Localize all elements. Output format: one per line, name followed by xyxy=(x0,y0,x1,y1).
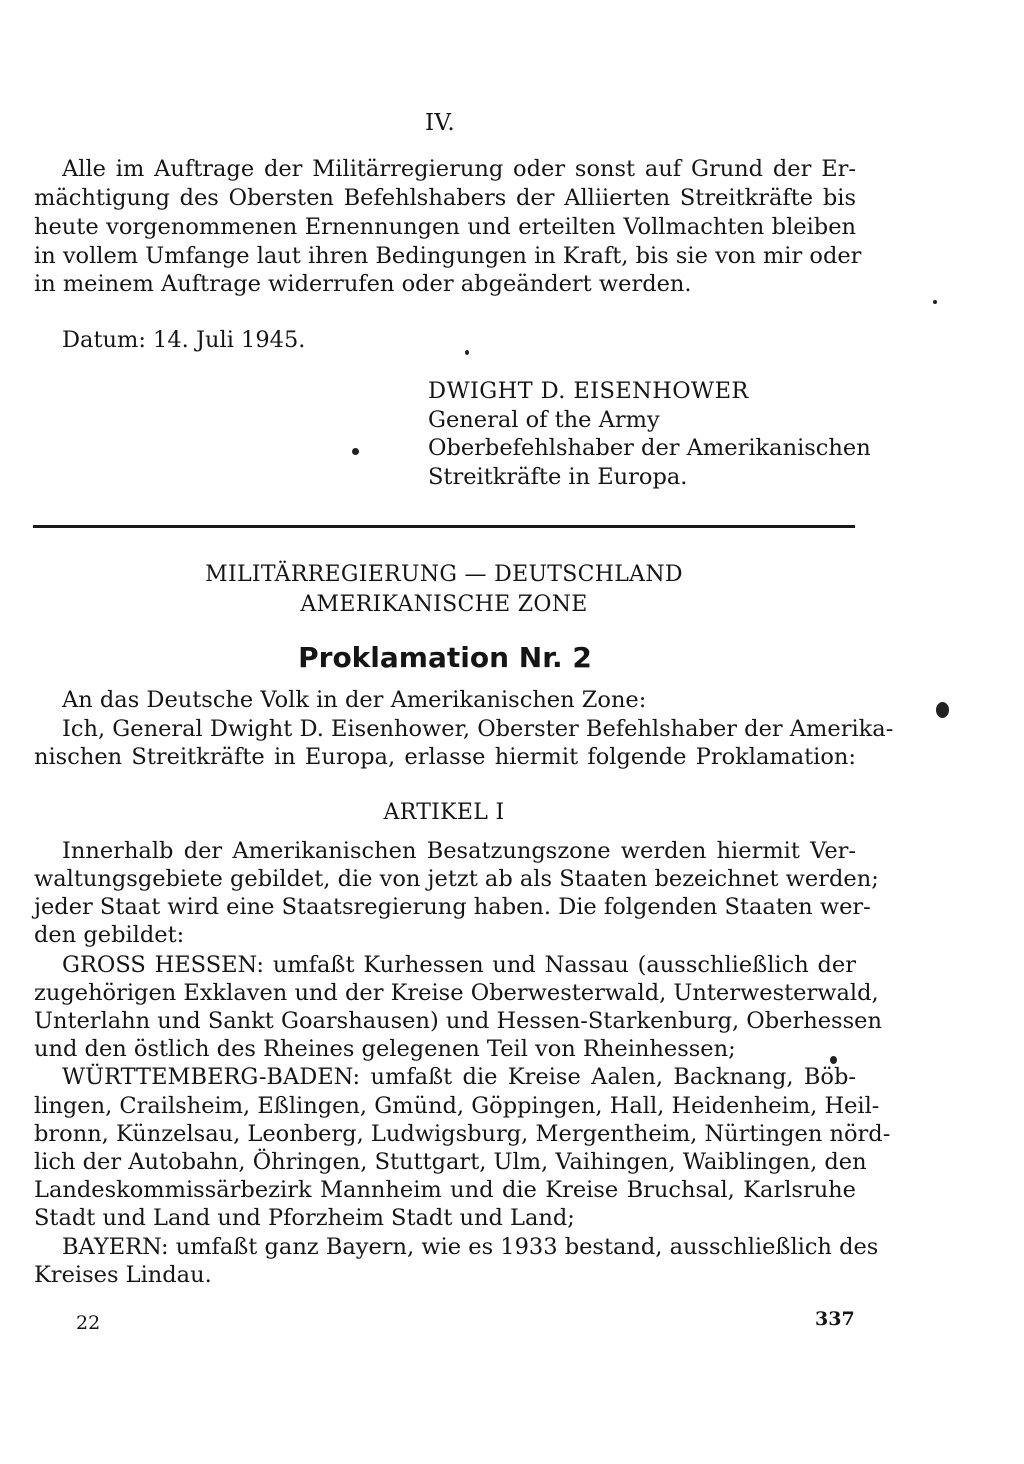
paragraph-line: heute vorgenommenen Ernennungen und erteilten Vollmachten bleiben xyxy=(34,214,856,240)
address-line: An das Deutsche Volk in der Amerikanischen Zone: xyxy=(62,687,647,713)
scan-speck xyxy=(936,702,949,718)
paragraph-line: mächtigung des Obersten Befehlshabers der Alliierten Streitkräfte bis xyxy=(34,185,856,211)
article-heading: ARTIKEL I xyxy=(383,800,505,825)
signatory-name: DWIGHT D. EISENHOWER xyxy=(428,378,749,404)
paragraph-line: Kreises Lindau. xyxy=(34,1262,212,1288)
paragraph-line: Ich, General Dwight D. Eisenhower, Oberster Befehlshaber der Amerika- xyxy=(62,716,894,742)
signature-mark: 22 xyxy=(76,1312,101,1334)
paragraph-line: GROSS HESSEN: umfaßt Kurhessen und Nassau (ausschließlich der xyxy=(62,952,856,978)
scan-speck xyxy=(465,350,469,355)
signatory-title: Oberbefehlshaber der Amerikanischen xyxy=(428,435,871,461)
paragraph-line: und den östlich des Rheines gelegenen Teil von Rheinhessen; xyxy=(34,1036,736,1062)
date-line: Datum: 14. Juli 1945. xyxy=(62,327,306,353)
paragraph-line: in vollem Umfange laut ihren Bedingungen in Kraft, bis sie von mir oder xyxy=(34,243,862,269)
proclamation-title: Proklamation Nr. 2 xyxy=(298,641,592,674)
paragraph-line: lingen, Crailsheim, Eßlingen, Gmünd, Göppingen, Hall, Heidenheim, Heil- xyxy=(34,1093,880,1119)
paragraph-line: Alle im Auftrage der Militärregierung oder sonst auf Grund der Er- xyxy=(62,156,856,182)
issuer-heading: MILITÄRREGIERUNG — DEUTSCHLAND xyxy=(205,562,683,587)
section-iv-numeral: IV. xyxy=(425,110,455,136)
scan-speck xyxy=(830,1056,837,1064)
paragraph-line: Innerhalb der Amerikanischen Besatzungszone werden hiermit Ver- xyxy=(62,838,856,864)
paragraph-line: lich der Autobahn, Öhringen, Stuttgart, Ulm, Vaihingen, Waiblingen, den xyxy=(34,1149,867,1175)
paragraph-line: zugehörigen Exklaven und der Kreise Oberwesterwald, Unterwesterwald, xyxy=(34,980,879,1006)
paragraph-line: nischen Streitkräfte in Europa, erlasse hiermit folgende Proklamation: xyxy=(34,744,856,770)
paragraph-line: waltungsgebiete gebildet, die von jetzt ab als Staaten bezeichnet werden; xyxy=(34,866,879,892)
scan-speck xyxy=(933,300,937,304)
zone-heading: AMERIKANISCHE ZONE xyxy=(300,592,588,617)
paragraph-line: Landeskommissärbezirk Mannheim und die Kreise Bruchsal, Karlsruhe xyxy=(34,1177,856,1203)
paragraph-line: den gebildet: xyxy=(34,922,185,948)
signatory-rank: General of the Army xyxy=(428,407,660,433)
paragraph-line: WÜRTTEMBERG-BADEN: umfaßt die Kreise Aalen, Backnang, Böb- xyxy=(62,1064,856,1090)
scan-speck xyxy=(352,448,359,455)
paragraph-line: jeder Staat wird eine Staatsregierung haben. Die folgenden Staaten wer- xyxy=(34,894,871,920)
signatory-title-cont: Streitkräfte in Europa. xyxy=(428,464,688,490)
paragraph-line: Unterlahn und Sankt Goarshausen) und Hessen-Starkenburg, Oberhessen xyxy=(34,1008,882,1034)
paragraph-line: bronn, Künzelsau, Leonberg, Ludwigsburg, Mergentheim, Nürtingen nörd- xyxy=(34,1121,891,1147)
paragraph-line: Stadt und Land und Pforzheim Stadt und Land; xyxy=(34,1205,575,1231)
section-divider xyxy=(33,525,855,528)
paragraph-line: BAYERN: umfaßt ganz Bayern, wie es 1933 bestand, ausschließlich des xyxy=(62,1234,879,1260)
page-number: 337 xyxy=(815,1308,855,1330)
paragraph-line: in meinem Auftrage widerrufen oder abgeändert werden. xyxy=(34,271,692,297)
